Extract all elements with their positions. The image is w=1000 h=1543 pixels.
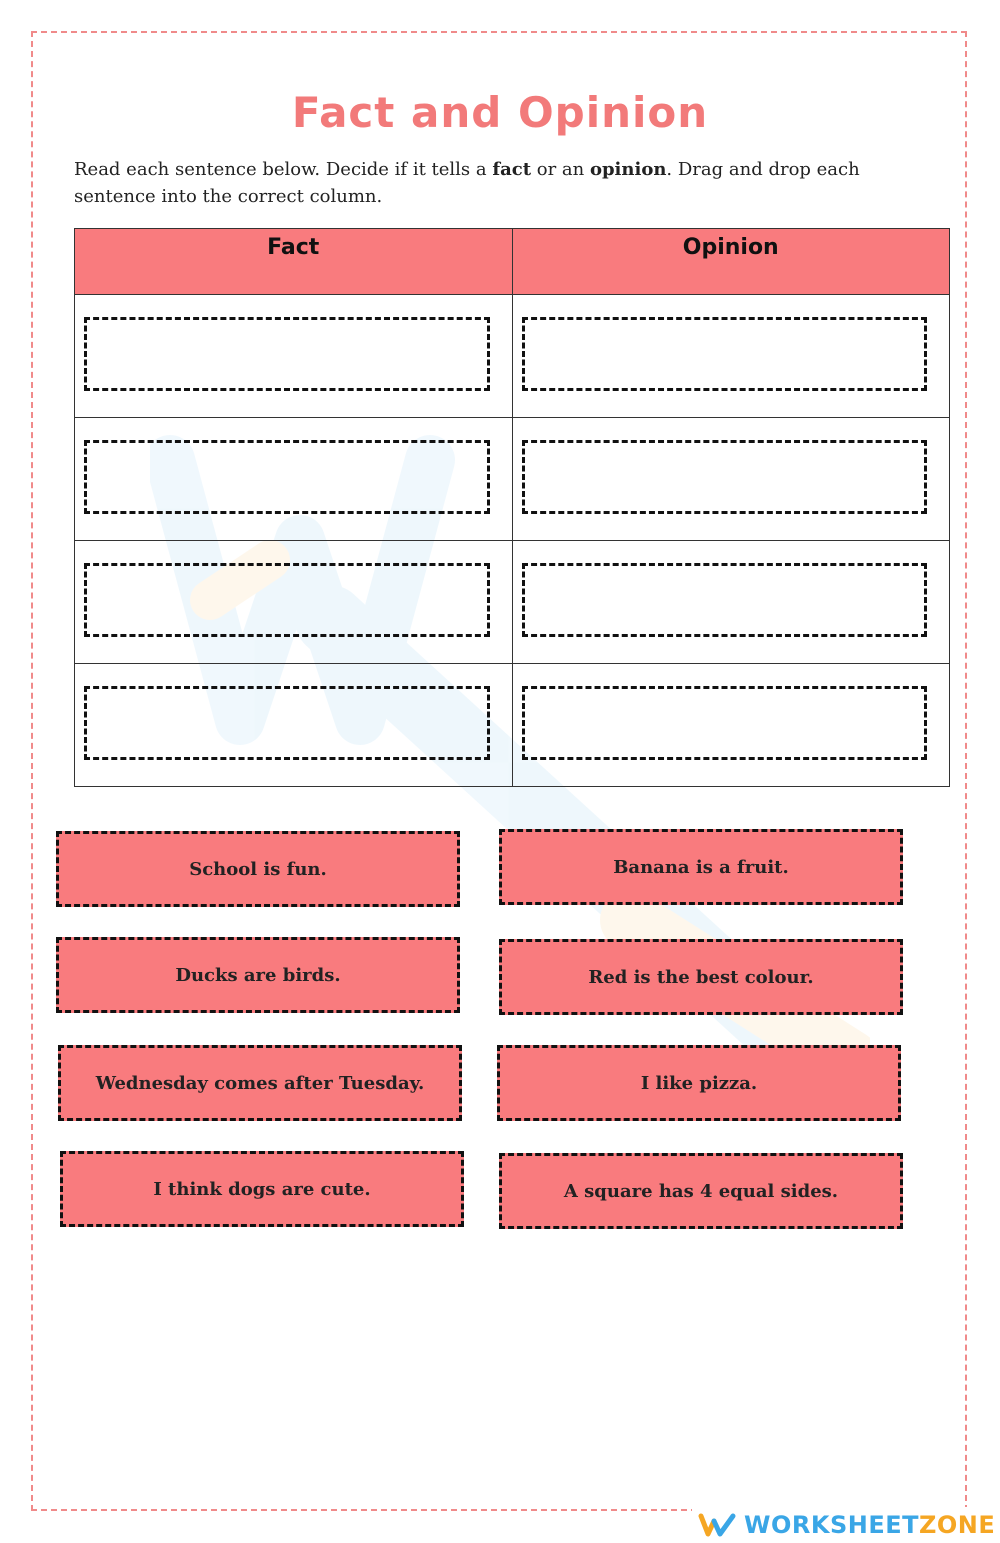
fact-cell <box>75 295 513 418</box>
fact-cell <box>75 541 513 664</box>
sentence-card[interactable]: Red is the best colour. <box>499 939 903 1015</box>
sentence-card[interactable]: A square has 4 equal sides. <box>499 1153 903 1229</box>
sentence-card[interactable]: Banana is a fruit. <box>499 829 903 905</box>
sentence-card[interactable]: School is fun. <box>56 831 460 907</box>
sentence-card[interactable]: Wednesday comes after Tuesday. <box>58 1045 462 1121</box>
worksheetzone-w-logo-icon <box>698 1511 736 1539</box>
instructions-fact-word: fact <box>492 159 532 180</box>
opinion-drop-zone[interactable] <box>522 563 928 637</box>
instructions-part: Read each sentence below. Decide if it tells a <box>74 159 493 180</box>
opinion-drop-zone[interactable] <box>522 686 928 760</box>
opinion-cell <box>512 541 950 664</box>
sentence-card[interactable]: Ducks are birds. <box>56 937 460 1013</box>
opinion-cell <box>512 418 950 541</box>
fact-cell <box>75 664 513 787</box>
fact-cell <box>75 418 513 541</box>
instructions-part: . Drag and drop each sentence into the correct column. <box>74 159 860 207</box>
worksheet-title: Fact and Opinion <box>291 88 709 137</box>
instructions-text <box>74 156 934 210</box>
column-header-fact: Fact <box>75 229 513 295</box>
fact-drop-zone[interactable] <box>84 440 490 514</box>
opinion-drop-zone[interactable] <box>522 317 928 391</box>
opinion-drop-zone[interactable] <box>522 440 928 514</box>
column-header-opinion: Opinion <box>512 229 950 295</box>
sentence-card[interactable]: I like pizza. <box>497 1045 901 1121</box>
brand-name-part: ZONE <box>918 1511 996 1539</box>
brand-name <box>744 1511 995 1539</box>
sort-table <box>74 228 950 787</box>
fact-drop-zone[interactable] <box>84 317 490 391</box>
opinion-cell <box>512 664 950 787</box>
opinion-cell <box>512 295 950 418</box>
instructions-opinion-word: opinion <box>589 159 667 180</box>
fact-drop-zone[interactable] <box>84 563 490 637</box>
sentence-card[interactable]: I think dogs are cute. <box>60 1151 464 1227</box>
instructions-part: or an <box>531 159 590 180</box>
brand-footer <box>692 1507 1000 1543</box>
brand-name-part: WORKSHEET <box>744 1511 919 1539</box>
fact-drop-zone[interactable] <box>84 686 490 760</box>
